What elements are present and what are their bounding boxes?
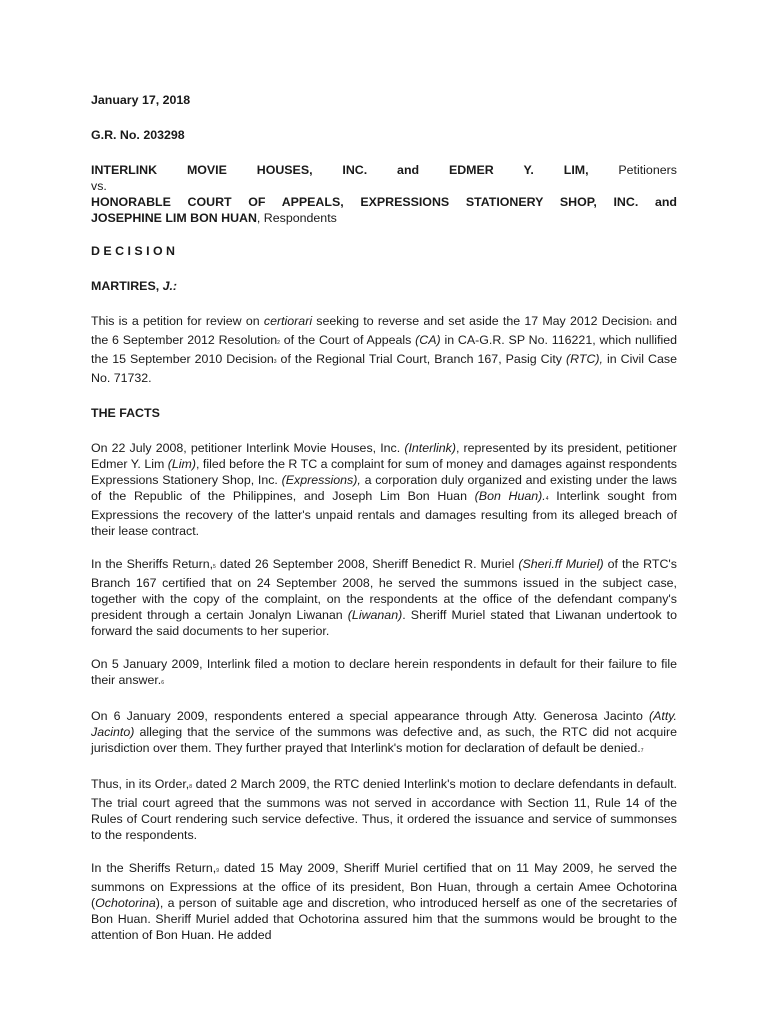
decision-date: January 17, 2018 bbox=[91, 93, 191, 107]
facts-heading: THE FACTS bbox=[91, 406, 160, 420]
footnote-ref: 1 bbox=[649, 321, 653, 327]
footnote-ref: 9 bbox=[216, 868, 219, 874]
footnote-ref: 5 bbox=[213, 564, 216, 570]
petitioners-line: INTERLINK MOVIE HOUSES, INC. and EDMER Y. LIM, Petitioners bbox=[91, 163, 677, 177]
footnote-ref: 2 bbox=[277, 340, 280, 346]
footnote-ref: 6 bbox=[161, 680, 165, 686]
footnote-ref: 4 bbox=[545, 496, 549, 502]
versus-label: vs. bbox=[91, 179, 107, 193]
ponente: MARTIRES, J.: bbox=[91, 279, 178, 293]
respondents-line-2: JOSEPHINE LIM BON HUAN, Respondents bbox=[91, 211, 337, 225]
paragraph-petition: This is a petition for review on certiorari seeking to reverse and set aside the 17 May 2012 Decision1 and the 6 September 2012 Resolution2 of the Court of Appeals (CA) in CA-G.R. SP No. 116221, which nullified the 15 September 2010 Decision3 of the Regional Trial Court, Branch 167, Pasig City (RTC), in Civil Case No. 71732. bbox=[91, 314, 677, 385]
paragraph-facts-5: Thus, in its Order,8 dated 2 March 2009, the RTC denied Interlink's motion to declare defendants in default. The trial court agreed that the summons was not served in accordance with Section 11, Rule 14 of the Rules of Court rendering such service defective. Thus, it ordered the issuance and service of summonses to the respondents. bbox=[91, 777, 677, 842]
paragraph-facts-3: On 5 January 2009, Interlink filed a motion to declare herein respondents in default for their failure to file their answer.6 bbox=[91, 657, 677, 687]
case-caption bbox=[91, 162, 677, 226]
decision-heading: D E C I S I O N bbox=[91, 244, 175, 258]
paragraph-facts-4: On 6 January 2009, respondents entered a special appearance through Atty. Generosa Jacinto (Atty. Jacinto) alleging that the service of the summons was defective and, as such, the RTC did not acquire jurisdiction over them. They further prayed that Interlink's motion for declaration of default be denied.7 bbox=[91, 709, 677, 755]
footnote-ref: 7 bbox=[640, 748, 644, 754]
footnote-ref: 8 bbox=[189, 784, 193, 790]
paragraph-facts-6: In the Sheriffs Return,9 dated 15 May 2009, Sheriff Muriel certified that on 11 May 2009, he served the summons on Expressions at the office of its president, Bon Huan, through a certain Amee Ochotorina (Ochotorina), a person of suitable age and discretion, who introduced herself as one of the secretaries of Bon Huan. Sheriff Muriel added that Ochotorina assured him that the summons would be brought to the attention of Bon Huan. He added bbox=[91, 861, 677, 942]
paragraph-facts-1: On 22 July 2008, petitioner Interlink Movie Houses, Inc. (Interlink), represented by its president, petitioner Edmer Y. Lim (Lim), filed before the R TC a complaint for sum of money and damages against respondents Expressions Stationery Shop, Inc. (Expressions), a corporation duly organized and existing under the laws of the Republic of the Philippines, and Joseph Lim Bon Huan (Bon Huan).4 Interlink sought from Expressions the recovery of the latter's unpaid rentals and damages resulting from its alleged breach of their lease contract. bbox=[91, 441, 678, 538]
footnote-ref: 3 bbox=[273, 359, 277, 365]
respondents-line: HONORABLE COURT OF APPEALS, EXPRESSIONS STATIONERY SHOP, INC. and bbox=[91, 195, 677, 209]
paragraph-facts-2: In the Sheriffs Return,5 dated 26 September 2008, Sheriff Benedict R. Muriel (Sheri.ff Muriel) of the RTC's Branch 167 certified that on 24 September 2008, he served the summons issued in the subject case, together with the copy of the complaint, on the respondents at the office of the defendant company's president through a certain Jonalyn Liwanan (Liwanan). Sheriff Muriel stated that Liwanan undertook to forward the said documents to her superior. bbox=[91, 557, 677, 638]
case-number: G.R. No. 203298 bbox=[91, 128, 185, 142]
